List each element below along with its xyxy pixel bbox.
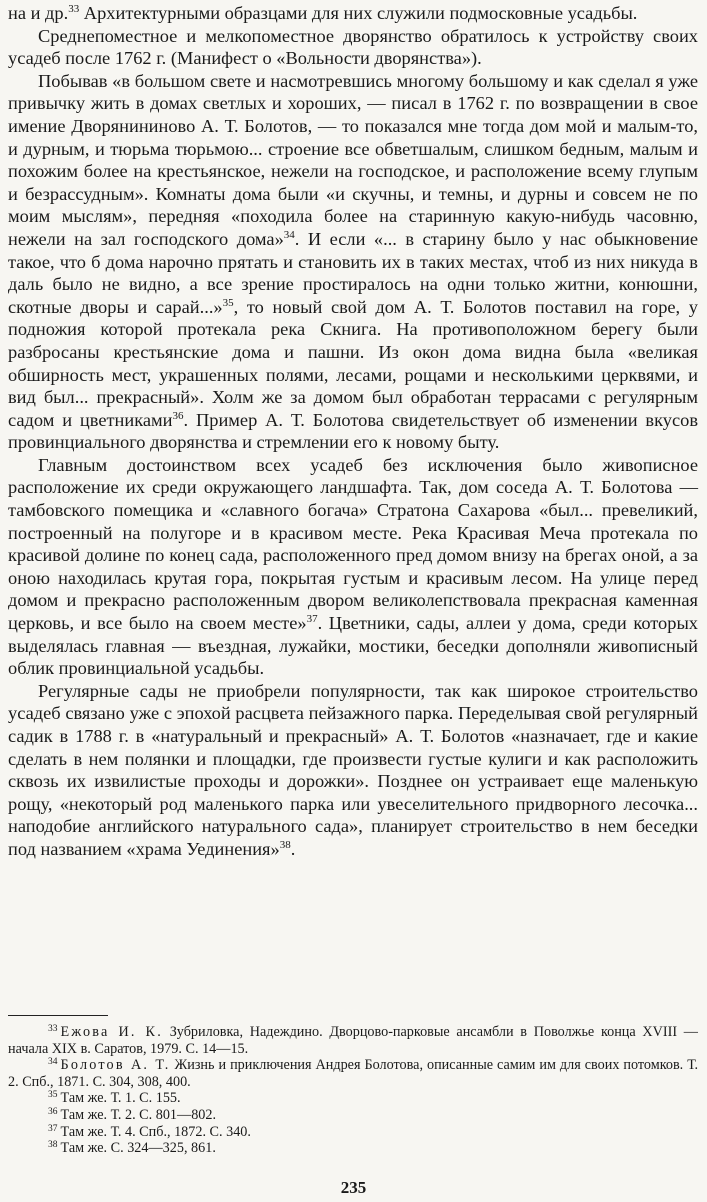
paragraph: на и др.$^{33}$ Архитектурными образцами для них служили подмосковные усадьбы.	[8, 3, 638, 23]
footnote: $^{33}$ Ежова И. К. Зубриловка, Надеждино. Дворцово-парковые ансамбли в Поволжье конца XVIII — начала XIX в. Саратов, 1979. С. 14—15.	[8, 1024, 698, 1057]
footnote-ref: 34	[283, 228, 295, 241]
paragraph: Среднепоместное и мелкопоместное дворянство обратилось к устройству своих усадеб после 1762 г. (Манифест о «Вольности дворянства»).	[8, 25, 698, 69]
footnote: $^{38}$ Там же. С. 324—325, 861.	[48, 1140, 216, 1157]
paragraph: Главным достоинством всех усадеб без исключения было живописное расположение их среди окружающего ландшафта. Так, дом соседа А. Т. Болотова — тамбовского помещика и «славного богача» Стратона Сахарова «был... превеликий, построенный на полугоре и в красивом месте. Река Красивая Меча протекала по красивой долине по конец сада, расположенного пред домом внизу на брегах оной, а за оною находилась крутая гора, покрытая густым и красивым лесом. На улице перед домом и прекрасно расположенным двором великолепствовала прекрасная каменная церковь, и все было на своем месте»$^{37}$. Цветники, сады, аллеи у дома, среди которых выделялась главная — въездная, лужайки, мостики, беседки дополняли живописный облик провинциальной усадьбы.	[8, 454, 699, 679]
footnote-number: 38	[48, 1140, 58, 1151]
footnote-number: 33	[48, 1024, 58, 1034]
footnote-ref: 37	[306, 613, 318, 626]
main-text	[8, 2, 698, 861]
footnote-divider	[8, 1015, 108, 1016]
footnote-number: 35	[48, 1090, 58, 1101]
footnote-ref: 33	[68, 3, 80, 15]
footnote: $^{37}$ Там же. Т. 4. Спб., 1872. С. 340.	[48, 1123, 251, 1140]
paragraph: Побывав «в большом свете и насмотревшись многому большому и как сделал я уже привычку жить в домах светлых и хороших, — писал в 1762 г. по возвращении в свое имение Дворянининово А. Т. Болотов, — то показался мне тогда дом мой и малым-то, и дурным, и тюрьма тюрьмою... строение все обветшалым, слишком бедным, малым и похожим более на крестьянское, нежели на господское, и расположение всему глупым и безрассудным». Комнаты дома были «и скучны, и темны, и дурны и совсем не по моим мыслям», передняя «походила более на старинную какую-нибудь часовню, нежели на зал господского дома»$^{34}$. И если «... в старину было у нас обыкновение такое, что б дома нарочно прятать и становить их в таких местах, чтоб из них никуда в даль было не видно, а все зрение простиралось на одни только житни, конюшни, скотные дворы и сарай...»$^{35}$, то новый свой дом А. Т. Болотов поставил на горе, у подножия которой протекала река Скнига. На противоположном берегу были разбросаны крестьянские дома и пашни. Из окон дома видна была «великая обширность мест, украшенных полями, лесами, рощами и несколькими церквями, и вид был... прекрасный». Холм же за домом был обработан террасами с регулярным садом и цветниками$^{36}$. Пример А. Т. Болотова свидетельствует об изменении вкусов провинциального дворянства и стремлении его к новому быту.	[8, 70, 699, 453]
page-number: 235	[340, 1178, 367, 1197]
footnote-ref: 38	[279, 838, 291, 851]
footnote-ref: 35	[222, 296, 234, 309]
footnote-number: 34	[48, 1057, 58, 1068]
footnote-author: Ежова И. К.	[60, 1024, 163, 1040]
footnotes	[8, 1024, 698, 1157]
footnote: $^{36}$ Там же. Т. 2. С. 801—802.	[48, 1106, 217, 1123]
footnote-number: 36	[48, 1106, 58, 1117]
footnote: $^{34}$ Болотов А. Т. Жизнь и приключения Андрея Болотова, описанные самим им для своих потомков. Т. 2. Спб., 1871. С. 304, 308, 400.	[8, 1057, 699, 1090]
footnote: $^{35}$ Там же. Т. 1. С. 155.	[48, 1090, 181, 1107]
paragraph: Регулярные сады не приобрели популярности, так как широкое строительство усадеб связано уже с эпохой расцвета пейзажного парка. Переделывая свой регулярный садик в 1788 г. в «натуральный и прекрасный» А. Т. Болотов «назначает, где и какие сделать в нем полянки и площадки, где произвести густые кулиги и как расположить сквозь их извилистые проходы и дорожки». Позднее он устраивает еще маленькую рощу, «некоторый род маленького парка или увеселительного придворного лесочка... наподобие английского натурального сада», планирует строительство в нем беседки под названием «храма Уединения»$^{38}$.	[8, 680, 698, 859]
footnote-author: Болотов А. Т.	[60, 1057, 171, 1074]
footnote-ref: 36	[172, 409, 184, 422]
footnote-number: 37	[48, 1123, 58, 1134]
